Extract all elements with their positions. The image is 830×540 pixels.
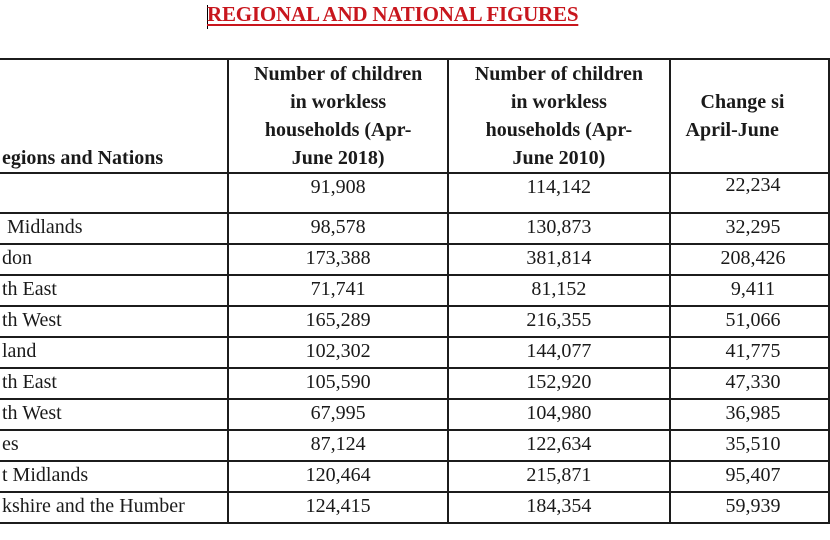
change-value: 47,330	[725, 371, 781, 393]
header-2010-line: households (Apr-	[485, 119, 633, 141]
change-cell	[670, 368, 829, 399]
header-2010-line: in workless	[510, 91, 607, 113]
change-value: 41,775	[725, 340, 781, 362]
change-cell	[670, 461, 829, 492]
value-2010-cell: 81,152	[448, 275, 669, 306]
value-2010-cell: 215,871	[448, 461, 669, 492]
header-regions	[0, 59, 228, 173]
value-2010-cell: 184,354	[448, 492, 669, 523]
region-cell: es	[0, 430, 228, 461]
value-2018-cell: 120,464	[228, 461, 448, 492]
region-cell: th East	[0, 275, 228, 306]
region-cell: th East	[0, 368, 228, 399]
change-cell	[670, 173, 829, 213]
value-2010-cell: 114,142	[448, 173, 669, 213]
change-value: 22,234	[725, 174, 781, 196]
change-cell	[670, 399, 829, 430]
change-cell	[670, 492, 829, 523]
value-2018-cell: 102,302	[228, 337, 448, 368]
value-2010-cell: 144,077	[448, 337, 669, 368]
value-2018-cell: 67,995	[228, 399, 448, 430]
value-2010-cell: 104,980	[448, 399, 669, 430]
value-2010-cell: 216,355	[448, 306, 669, 337]
header-change-line: April-June	[685, 119, 779, 141]
change-cell	[670, 337, 829, 368]
value-2010-cell: 381,814	[448, 244, 669, 275]
region-cell: don	[0, 244, 228, 275]
table-row	[0, 275, 829, 306]
table-row	[0, 244, 829, 275]
table-row	[0, 173, 829, 213]
change-value: 32,295	[725, 216, 781, 238]
header-regions-label: egions and Nations	[2, 147, 164, 169]
change-value: 51,066	[725, 309, 781, 331]
table-row	[0, 368, 829, 399]
value-2018-cell: 105,590	[228, 368, 448, 399]
table-row	[0, 306, 829, 337]
value-2018-cell: 165,289	[228, 306, 448, 337]
value-2010-cell: 130,873	[448, 213, 669, 244]
change-value: 36,985	[725, 402, 781, 424]
value-2018-cell: 98,578	[228, 213, 448, 244]
table-row	[0, 492, 829, 523]
change-value: 59,939	[725, 495, 781, 517]
header-2018-line: households (Apr-	[264, 119, 412, 141]
table-row	[0, 461, 829, 492]
table-row	[0, 337, 829, 368]
change-value: 208,426	[720, 247, 786, 269]
header-2018-line: Number of children	[254, 63, 423, 85]
region-cell: Midlands	[0, 213, 228, 244]
change-value: 35,510	[725, 433, 781, 455]
table-header-row	[0, 59, 829, 173]
change-cell	[670, 244, 829, 275]
change-cell	[670, 213, 829, 244]
change-cell	[670, 275, 829, 306]
header-2010	[448, 59, 669, 173]
table-row	[0, 213, 829, 244]
change-value: 95,407	[725, 464, 781, 486]
region-cell: kshire and the Humber	[0, 492, 228, 523]
value-2010-cell: 122,634	[448, 430, 669, 461]
value-2018-cell: 124,415	[228, 492, 448, 523]
header-change-line: Change si	[700, 91, 785, 113]
page-title: REGIONAL AND NATIONAL FIGURES	[207, 2, 579, 26]
value-2018-cell: 87,124	[228, 430, 448, 461]
value-2010-cell: 152,920	[448, 368, 669, 399]
header-2010-line: Number of children	[474, 63, 643, 85]
value-2018-cell: 91,908	[228, 173, 448, 213]
header-change	[670, 59, 829, 173]
region-cell: th West	[0, 306, 228, 337]
figures-table-container	[0, 58, 830, 524]
header-2018-line: June 2018)	[291, 147, 385, 169]
change-cell	[670, 430, 829, 461]
header-2018-line: in workless	[290, 91, 387, 113]
table-row	[0, 430, 829, 461]
value-2018-cell: 173,388	[228, 244, 448, 275]
region-cell	[0, 173, 228, 213]
change-cell	[670, 306, 829, 337]
table-row	[0, 399, 829, 430]
region-cell: land	[0, 337, 228, 368]
figures-table	[0, 58, 830, 524]
region-cell: th West	[0, 399, 228, 430]
value-2018-cell: 71,741	[228, 275, 448, 306]
change-value: 9,411	[730, 278, 776, 300]
region-cell: t Midlands	[0, 461, 228, 492]
header-2018	[228, 59, 448, 173]
header-2010-line: June 2010)	[512, 147, 606, 169]
